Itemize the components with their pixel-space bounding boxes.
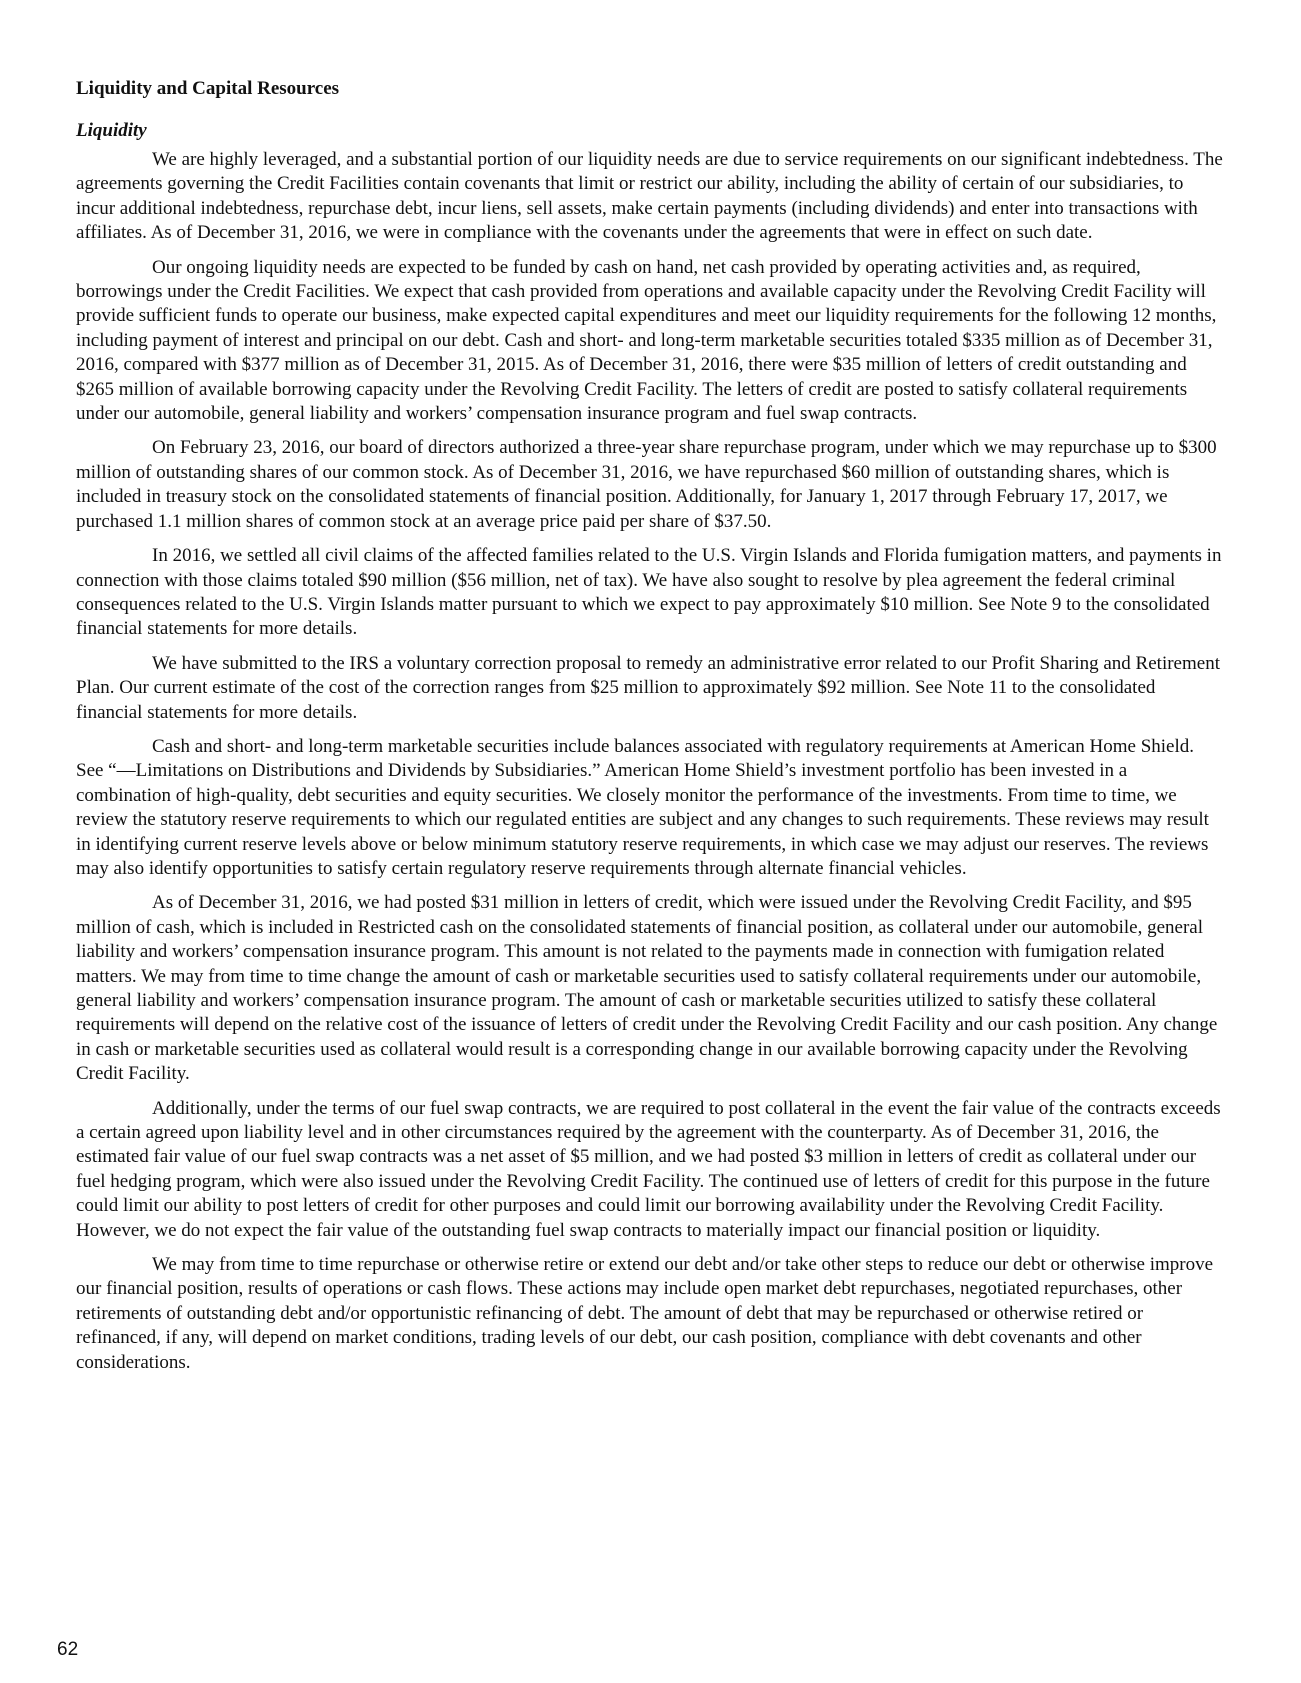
paragraph-liquidity-needs: Our ongoing liquidity needs are expected to be funded by cash on hand, net cash provided by operating activities and, as required, borrowings under the Credit Facilities. We expect that cash provided from operations and available capacity under the Revolving Credit Facility will provide sufficient funds to operate our business, make expected capital expenditures and meet our liquidity requirements for the following 12 months, including payment of interest and principal on our debt. Cash and short- and long-term marketable securities totaled $335 million as of December 31, 2016, compared with $377 million as of December 31, 2015. As of December 31, 2016, there were $35 million of letters of credit outstanding and $265 million of available borrowing capacity under the Revolving Credit Facility. The letters of credit are posted to satisfy collateral requirements under our automobile, general liability and workers’ compensation insurance program and fuel swap contracts.	[76, 256, 1217, 425]
paragraph-share-repurchase: On February 23, 2016, our board of directors authorized a three-year share repurchase program, under which we may repurchase up to $300 million of outstanding shares of our common stock. As of December 31, 2016, we have repurchased $60 million of outstanding shares, which is included in treasury stock on the consolidated statements of financial position. Additionally, for January 1, 2017 through February 17, 2017, we purchased 1.1 million shares of common stock at an average price paid per share of $37.50.	[76, 437, 1217, 532]
page-number: 62	[57, 1639, 79, 1660]
paragraph-letters-of-credit: As of December 31, 2016, we had posted $31 million in letters of credit, which were issued under the Revolving Credit Facility, and $95 million of cash, which is included in Restricted cash on the consolidated statements of financial position, as collateral under our automobile, general liability and workers’ compensation insurance program. This amount is not related to the payments made in connection with fumigation related matters. We may from time to time change the amount of cash or marketable securities used to satisfy collateral requirements under our automobile, general liability and workers’ compensation insurance program. The amount of cash or marketable securities utilized to satisfy these collateral requirements will depend on the relative cost of the issuance of letters of credit under the Revolving Credit Facility and our cash position. Any change in cash or marketable securities used as collateral would result is a corresponding change in our available borrowing capacity under the Revolving Credit Facility.	[76, 892, 1218, 1085]
subsection-heading: Liquidity	[76, 120, 147, 141]
paragraph-leverage: We are highly leveraged, and a substantial portion of our liquidity needs are due to service requirements on our significant indebtedness. The agreements governing the Credit Facilities contain covenants that limit or restrict our ability, including the ability of certain of our subsidiaries, to incur additional indebtedness, repurchase debt, incur liens, sell assets, make certain payments (including dividends) and enter into transactions with affiliates. As of December 31, 2016, we were in compliance with the covenants under the agreements that were in effect on such date.	[76, 149, 1223, 244]
paragraph-fuel-swap: Additionally, under the terms of our fuel swap contracts, we are required to post collateral in the event the fair value of the contracts exceeds a certain agreed upon liability level and in other circumstances required by the agreement with the counterparty. As of December 31, 2016, the estimated fair value of our fuel swap contracts was a net asset of $5 million, and we had posted $3 million in letters of credit as collateral under our fuel hedging program, which were also issued under the Revolving Credit Facility. The continued use of letters of credit for this purpose in the future could limit our ability to post letters of credit for other purposes and could limit our borrowing availability under the Revolving Credit Facility. However, we do not expect the fair value of the outstanding fuel swap contracts to materially impact our financial position or liquidity.	[76, 1097, 1221, 1241]
paragraph-debt-repurchase: We may from time to time repurchase or otherwise retire or extend our debt and/or take other steps to reduce our debt or otherwise improve our financial position, results of operations or cash flows. These actions may include open market debt repurchases, negotiated repurchases, other retirements of outstanding debt and/or opportunistic refinancing of debt. The amount of debt that may be repurchased or otherwise retired or refinanced, if any, will depend on market conditions, trading levels of our debt, our cash position, compliance with debt covenants and other considerations.	[76, 1254, 1214, 1373]
paragraph-irs-correction: We have submitted to the IRS a voluntary correction proposal to remedy an administrative error related to our Profit Sharing and Retirement Plan. Our current estimate of the cost of the correction ranges from $25 million to approximately $92 million. See Note 11 to the consolidated financial statements for more details.	[76, 652, 1220, 723]
section-heading: Liquidity and Capital Resources	[76, 78, 340, 99]
paragraph-fumigation-claims: In 2016, we settled all civil claims of the affected families related to the U.S. Virgin Islands and Florida fumigation matters, and payments in connection with those claims totaled $90 million ($56 million, net of tax). We have also sought to resolve by plea agreement the federal criminal consequences related to the U.S. Virgin Islands matter pursuant to which we expect to pay approximately $10 million. See Note 9 to the consolidated financial statements for more details.	[76, 545, 1222, 640]
paragraph-regulatory-requirements: Cash and short- and long-term marketable securities include balances associated with regulatory requirements at American Home Shield. See “—Limitations on Distributions and Dividends by Subsidiaries.” American Home Shield’s investment portfolio has been invested in a combination of high-quality, debt securities and equity securities. We closely monitor the performance of the investments. From time to time, we review the statutory reserve requirements to which our regulated entities are subject and any changes to such requirements. These reviews may result in identifying current reserve levels above or below minimum statutory reserve requirements, in which case we may adjust our reserves. The reviews may also identify opportunities to satisfy certain regulatory reserve requirements through alternate financial vehicles.	[76, 735, 1209, 879]
document-page	[76, 76, 1226, 1385]
